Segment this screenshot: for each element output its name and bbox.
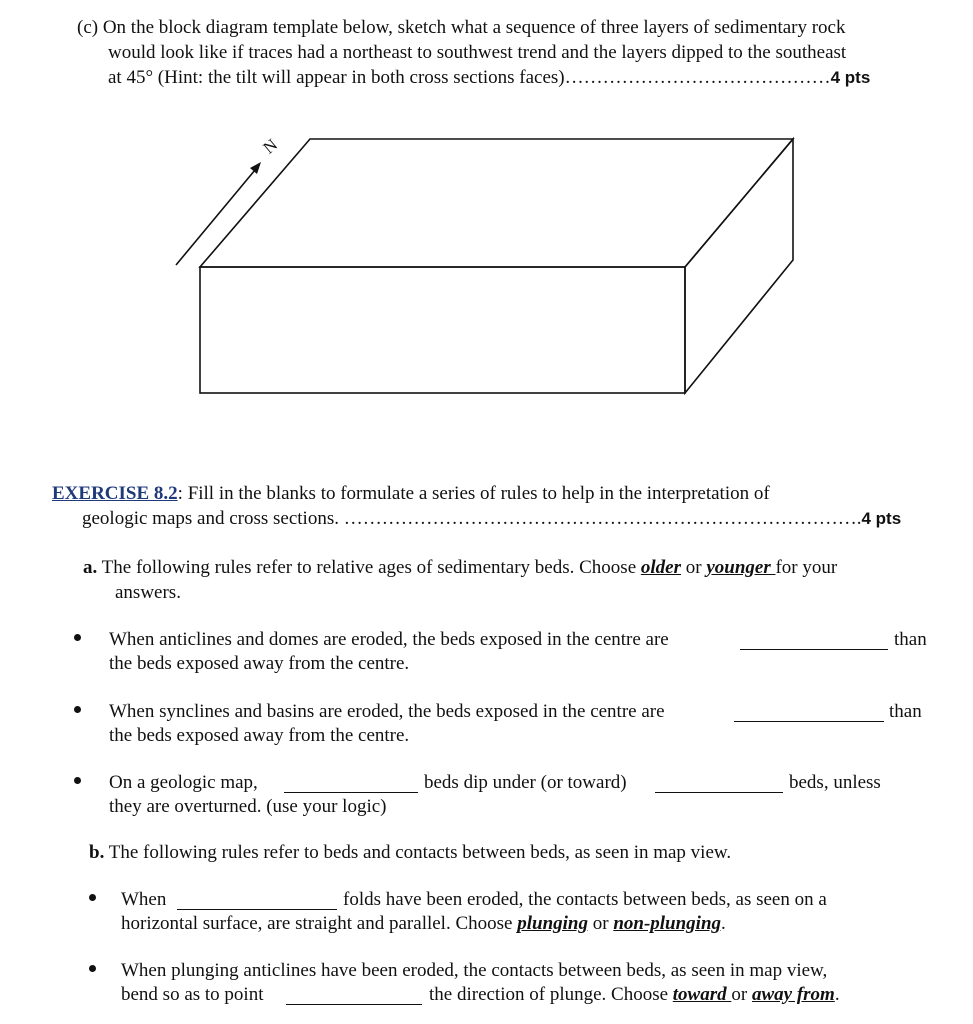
north-arrow-head	[250, 162, 261, 174]
exercise-colon: :	[177, 483, 183, 504]
exercise-title: EXERCISE 8.2	[52, 483, 178, 504]
part-c-points: 4 pts	[830, 68, 871, 87]
bullet-b2-text-b: the direction of plunge. Choose	[429, 984, 673, 1005]
blank-a3-second[interactable]	[655, 774, 783, 793]
toward-option: toward	[672, 984, 732, 1005]
part-c-line-3-text: at 45° (Hint: the tilt will appear in both cross sections faces)……………………………………	[108, 67, 831, 88]
bullet-a3-text-a: On a geologic map,	[109, 772, 258, 793]
part-a-intro	[83, 556, 837, 580]
bullet-a3-line-2: they are overturned. (use your logic)	[109, 796, 387, 817]
exercise-points: 4 pts	[861, 509, 902, 528]
bullet-b2-or: or	[731, 984, 752, 1005]
bullet-a2-line-1: When synclines and basins are eroded, the beds exposed in the centre are	[109, 701, 665, 722]
exercise-text-2: geologic maps and cross sections. ……………………………………………………………………….	[82, 508, 862, 529]
blank-a3-first[interactable]	[284, 774, 418, 793]
part-a-text-2: for your	[775, 557, 838, 578]
bullet-b1	[89, 894, 96, 901]
bullet-b1-line-2	[121, 912, 726, 936]
bullet-b1-or: or	[587, 913, 614, 934]
part-a-text-1: The following rules refer to relative ages of sedimentary beds. Choose	[97, 557, 641, 578]
bullet-a2-than: than	[889, 701, 922, 722]
part-b-label: b.	[89, 842, 105, 863]
block-top-face	[200, 139, 793, 267]
part-a-label: a.	[83, 557, 98, 578]
block-front-face	[200, 267, 685, 393]
part-c-line-2: would look like if traces had a northeast to southwest trend and the layers dipped to the southeast	[108, 42, 847, 63]
bullet-a1	[74, 634, 81, 641]
bullet-a3-text-b: beds dip under (or toward)	[424, 772, 627, 793]
north-label: N	[259, 135, 282, 158]
bullet-b2-text-a: bend so as to point	[121, 984, 264, 1005]
plunging-option: plunging	[517, 913, 588, 934]
exercise-line-2	[82, 507, 901, 531]
part-c-line-1: (c) On the block diagram template below, sketch what a sequence of three layers of sedimentary rock	[77, 17, 846, 38]
bullet-b2-line-1: When plunging anticlines have been eroded, the contacts between beds, as seen in map view,	[121, 960, 828, 981]
block-side-face	[685, 139, 793, 393]
bullet-a1-than: than	[894, 629, 927, 650]
part-a-intro-line-2: answers.	[115, 582, 181, 603]
blank-b2[interactable]	[286, 986, 422, 1005]
bullet-a1-line-2: the beds exposed away from the centre.	[109, 653, 410, 674]
older-option: older	[640, 557, 681, 578]
away-from-option: away from	[751, 984, 835, 1005]
part-b-intro	[89, 841, 731, 865]
bullet-a2	[74, 706, 81, 713]
blank-a2[interactable]	[734, 703, 884, 722]
bullet-b1-text-b: folds have been eroded, the contacts between beds, as seen on a	[343, 889, 827, 910]
bullet-b2	[89, 965, 96, 972]
bullet-b2-period: .	[834, 984, 840, 1005]
bullet-a1-line-1: When anticlines and domes are eroded, the beds exposed in the centre are	[109, 629, 669, 650]
exercise-line-1	[52, 482, 770, 506]
bullet-b1-period: .	[721, 913, 726, 934]
blank-b1[interactable]	[177, 891, 337, 910]
part-b-text: The following rules refer to beds and contacts between beds, as seen in map view.	[104, 842, 732, 863]
bullet-a2-line-2: the beds exposed away from the centre.	[109, 725, 410, 746]
bullet-a3	[74, 777, 81, 784]
younger-option: younger	[706, 557, 776, 578]
blank-a1[interactable]	[740, 631, 888, 650]
bullet-a3-text-c: beds, unless	[789, 772, 881, 793]
exercise-text-1: Fill in the blanks to formulate a series of rules to help in the interpretation of	[182, 483, 770, 504]
bullet-b2-line-2	[429, 983, 840, 1007]
part-a-or: or	[680, 557, 707, 578]
non-plunging-option: non-plunging	[613, 913, 722, 934]
bullet-b1-text-a: When	[121, 889, 167, 910]
bullet-b1-line-2-text: horizontal surface, are straight and parallel. Choose	[121, 913, 518, 934]
